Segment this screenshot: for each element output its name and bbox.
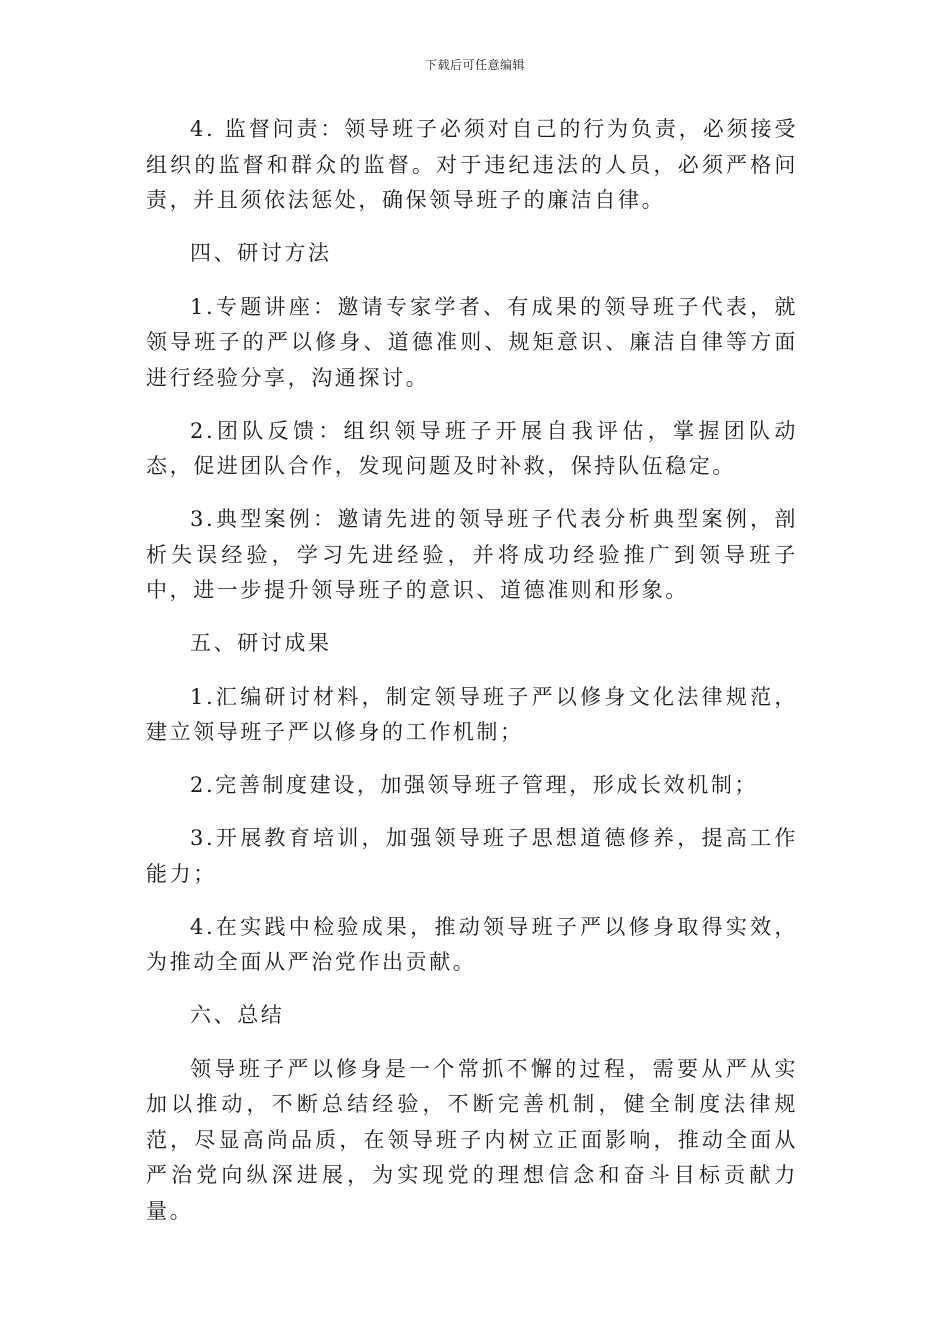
page-header-note: 下载后可任意编辑 (424, 58, 525, 72)
paragraph-supervision-accountability: 4. 监督问责：领导班子必须对自己的行为负责，必须接受组织的监督和群众的监督。对于违纪违法的人员，必须严格问责，并且须依法惩处，确保领导班子的廉洁自律。 (146, 117, 798, 212)
paragraph-result-4: 4.在实践中检验成果，推动领导班子严以修身取得实效，为推动全面从严治党作出贡献。 (146, 914, 798, 974)
paragraph-special-lectures: 1.专题讲座：邀请专家学者、有成果的领导班子代表，就领导班子的严以修身、道德准则、规矩意识、廉洁自律等方面进行经验分享，沟通探讨。 (146, 294, 798, 390)
document-body (146, 112, 798, 1247)
section-heading-summary: 六、总结 (190, 1003, 285, 1027)
paragraph-result-1: 1.汇编研讨材料，制定领导班子严以修身文化法律规范，建立领导班子严以修身的工作机制； (146, 684, 798, 744)
paragraph-result-2: 2.完善制度建设，加强领导班子管理，形成长效机制； (190, 773, 759, 797)
paragraph-typical-cases: 3.典型案例：邀请先进的领导班子代表分析典型案例，剖析失误经验，学习先进经验，并将成功经验推广到领导班子中，进一步提升领导班子的意识、道德准则和形象。 (146, 507, 798, 602)
paragraph-result-3: 3.开展教育培训，加强领导班子思想道德修养，提高工作能力； (146, 826, 798, 886)
paragraph-summary: 领导班子严以修身是一个常抓不懈的过程，需要从严从实加以推动，不断总结经验，不断完善机制，健全制度法律规范，尽显高尚品质，在领导班子内树立正面影响，推动全面从严治党向纵深进展，为实现党的理想信念和奋斗目标贡献力量。 (146, 1056, 798, 1223)
section-heading-results: 五、研讨成果 (190, 631, 332, 655)
paragraph-team-feedback: 2.团队反馈：组织领导班子开展自我评估，掌握团队动态，促进团队合作，发现问题及时补救，保持队伍稳定。 (146, 418, 798, 478)
section-heading-methods: 四、研讨方法 (190, 241, 332, 265)
